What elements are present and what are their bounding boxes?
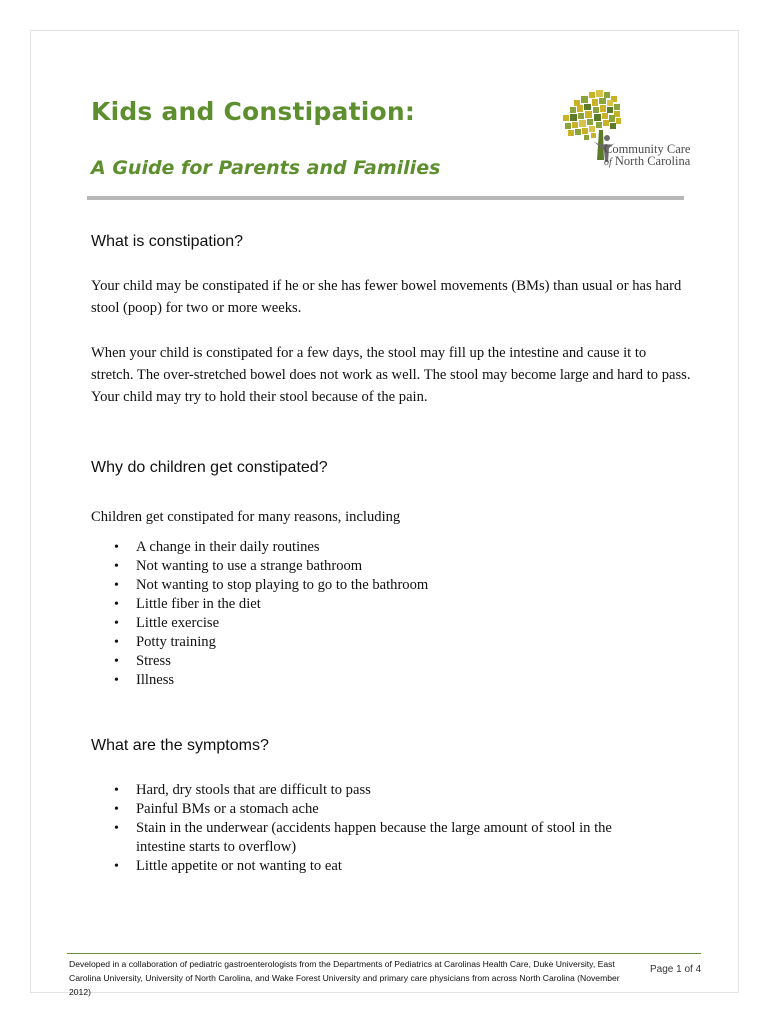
document-title: Kids and Constipation: <box>91 97 416 126</box>
list-item: • A change in their daily routines <box>91 538 651 557</box>
paragraph-explanation: When your child is constipated for a few days, the stool may fill up the intestine and cause it to stretch. The over-stretched bowel does not work as well. The stool may become large and hard to pass. Your child may try to hold their stool because of the pain. <box>91 345 691 405</box>
heading-symptoms: What are the symptoms? <box>91 737 269 754</box>
list-item: • Little exercise <box>91 614 651 633</box>
logo-line-2: North Carolina <box>614 154 691 168</box>
list-item: • Not wanting to use a strange bathroom <box>91 557 651 576</box>
page-number: Page 1 of 4 <box>650 964 702 975</box>
header-divider <box>87 196 684 200</box>
footer-credits: Developed in a collaboration of pediatric gastroenterologists from the Departments of Pediatrics at Carolinas Health Care, Duke University, East Carolina University, University of North Carolina, and Wake Forest University and primary care physicians from across North Carolina (November 2012) <box>69 959 620 997</box>
list-item: • Little fiber in the diet <box>91 595 651 614</box>
list-item: • Little appetite or not wanting to eat <box>91 857 636 876</box>
logo-wordmark <box>604 143 690 169</box>
logo-line-1: Community Care <box>604 142 691 156</box>
list-item: • Not wanting to stop playing to go to the bathroom <box>91 576 651 595</box>
list-item: • Painful BMs or a stomach ache <box>91 800 636 819</box>
paragraph-reasons-intro: Children get constipated for many reasons, including <box>91 509 401 525</box>
paragraph-definition: Your child may be constipated if he or she has fewer bowel movements (BMs) than usual or has hard stool (poop) for two or more weeks. <box>91 278 682 316</box>
list-item: • Stain in the underwear (accidents happen because the large amount of stool in the intestine starts to overflow) <box>91 819 636 857</box>
symptoms-list <box>91 781 636 876</box>
heading-why-constipated: Why do children get constipated? <box>91 459 328 476</box>
document-subtitle: A Guide for Parents and Families <box>91 157 441 179</box>
list-item: • Illness <box>91 671 651 690</box>
community-care-logo <box>560 86 691 174</box>
list-item: • Hard, dry stools that are difficult to pass <box>91 781 636 800</box>
heading-what-is-constipation: What is constipation? <box>91 233 244 250</box>
list-item: • Potty training <box>91 633 651 652</box>
footer-divider <box>67 953 701 954</box>
logo-of: of <box>604 157 612 168</box>
list-item: • Stress <box>91 652 651 671</box>
reasons-list <box>91 538 651 690</box>
